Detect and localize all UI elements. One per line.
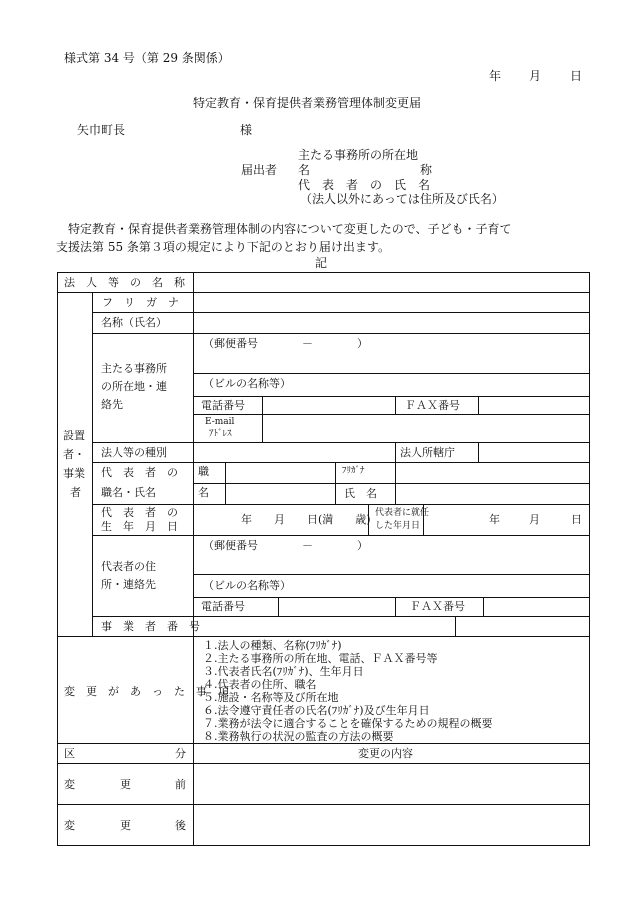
office-label-3: 絡先 xyxy=(101,398,123,411)
appointed-label-2: した年月日 xyxy=(375,521,421,531)
ki-mark: 記 xyxy=(315,256,328,270)
side-label-2: 者・ xyxy=(63,448,85,461)
list-item: ４.代表者の住所、職名 xyxy=(203,678,317,691)
fax-label: ＦＡＸ番号 xyxy=(405,399,460,412)
email-label-2: ｱﾄﾞﾚｽ xyxy=(209,429,232,439)
date-day: 日 xyxy=(570,69,583,83)
before-label-3: 前 xyxy=(175,778,186,791)
rep-addr-label-2: 所・連絡先 xyxy=(101,578,156,591)
addressee-honorific: 様 xyxy=(240,123,253,137)
change-content-label: 変更の内容 xyxy=(358,747,413,760)
shimei-label: 氏 名 xyxy=(344,487,377,500)
side-label-3: 事業 xyxy=(63,467,85,480)
notifier-name-label-1: 名 xyxy=(298,163,311,177)
corp-type-label: 法人等の種別 xyxy=(101,446,167,459)
list-item: ３.代表者氏名(ﾌﾘｶﾞﾅ)、生年月日 xyxy=(203,665,364,678)
form-number: 様式第 34 号（第 29 条関係） xyxy=(64,51,230,65)
after-label-1: 変 xyxy=(64,819,75,832)
rep-title-label-1: 代 表 者 の xyxy=(101,466,178,479)
corp-authority-label: 法人所轄庁 xyxy=(400,446,455,459)
before-label-2: 更 xyxy=(120,778,131,791)
rep-title-label-2: 職名・氏名 xyxy=(101,486,156,499)
changed-items-label: 変 更 が あ っ た 事 項 xyxy=(64,685,229,698)
appointed-month: 月 xyxy=(529,513,540,526)
appointed-day: 日 xyxy=(571,513,582,526)
before-label-1: 変 xyxy=(64,778,75,791)
furigana-small-label: ﾌﾘｶﾞﾅ xyxy=(342,466,365,476)
birth-value: 年 月 日(満 歳) xyxy=(241,513,371,526)
email-label-1: E-mail xyxy=(205,417,235,427)
notifier-name-label-2: 称 xyxy=(420,163,433,177)
office-label-2: の所在地・連 xyxy=(101,380,167,393)
addressee-name: 矢巾町長 xyxy=(77,123,126,137)
rep-addr-label-1: 代表者の住 xyxy=(101,560,156,573)
kubun-label-2: 分 xyxy=(175,747,186,760)
building-label: （ビルの名称等） xyxy=(203,377,291,390)
notifier-representative: 代 表 者 の 氏 名 xyxy=(298,178,431,192)
list-item: ５.施設・名称等及び所在地 xyxy=(203,691,339,704)
appointed-year: 年 xyxy=(489,513,500,526)
appointed-label-1: 代表者に就任 xyxy=(375,508,430,518)
corp-name-label: 法 人 等 の 名 称 xyxy=(64,276,185,289)
rep-birth-label-2: 生 年 月 日 xyxy=(101,520,178,533)
tel-label: 電話番号 xyxy=(201,399,245,412)
list-item: ２.主たる事務所の所在地、電話、ＦＡＸ番号等 xyxy=(203,652,438,665)
tel-label-2: 電話番号 xyxy=(201,600,245,613)
list-item: ８.業務執行の状況の監査の方法の概要 xyxy=(203,730,394,743)
shoku-label: 職 xyxy=(198,465,209,478)
date-year: 年 xyxy=(489,69,502,83)
after-label-3: 後 xyxy=(175,819,186,832)
postal-label-2: （郵便番号 － ） xyxy=(203,539,368,552)
date-month: 月 xyxy=(529,69,542,83)
name-label: 名称（氏名） xyxy=(101,316,167,329)
notifier-label: 届出者 xyxy=(241,163,278,177)
after-label-2: 更 xyxy=(120,819,131,832)
office-label-1: 主たる事務所 xyxy=(101,362,167,375)
side-label-1: 設置 xyxy=(63,429,85,442)
rep-birth-label-1: 代 表 者 の xyxy=(101,506,178,519)
kubun-label-1: 区 xyxy=(64,747,75,760)
fax-label-2: ＦＡＸ番号 xyxy=(410,600,465,613)
business-number-label: 事 業 者 番 号 xyxy=(101,620,200,633)
page-title: 特定教育・保育提供者業務管理体制変更届 xyxy=(193,96,422,110)
list-item: ６.法令遵守責任者の氏名(ﾌﾘｶﾞﾅ)及び生年月日 xyxy=(203,704,430,717)
mei-label: 名 xyxy=(198,486,209,499)
list-item: １.法人の種類、名称(ﾌﾘｶﾞﾅ) xyxy=(203,639,342,652)
postal-label: （郵便番号 － ） xyxy=(203,337,368,350)
body-line-1: 特定教育・保育提供者業務管理体制の内容について変更したので、子ども・子育て xyxy=(68,222,512,236)
side-label-4: 者 xyxy=(70,486,81,499)
building-label-2: （ビルの名称等） xyxy=(203,579,291,592)
notifier-office-location: 主たる事務所の所在地 xyxy=(298,148,419,162)
notifier-note: （法人以外にあっては住所及び氏名） xyxy=(300,192,504,206)
body-line-2: 支援法第 55 条第３項の規定により下記のとおり届け出ます。 xyxy=(56,240,390,254)
list-item: ７.業務が法令に適合することを確保するための規程の概要 xyxy=(203,717,493,730)
furigana-label: フ リ ガ ナ xyxy=(102,296,179,309)
